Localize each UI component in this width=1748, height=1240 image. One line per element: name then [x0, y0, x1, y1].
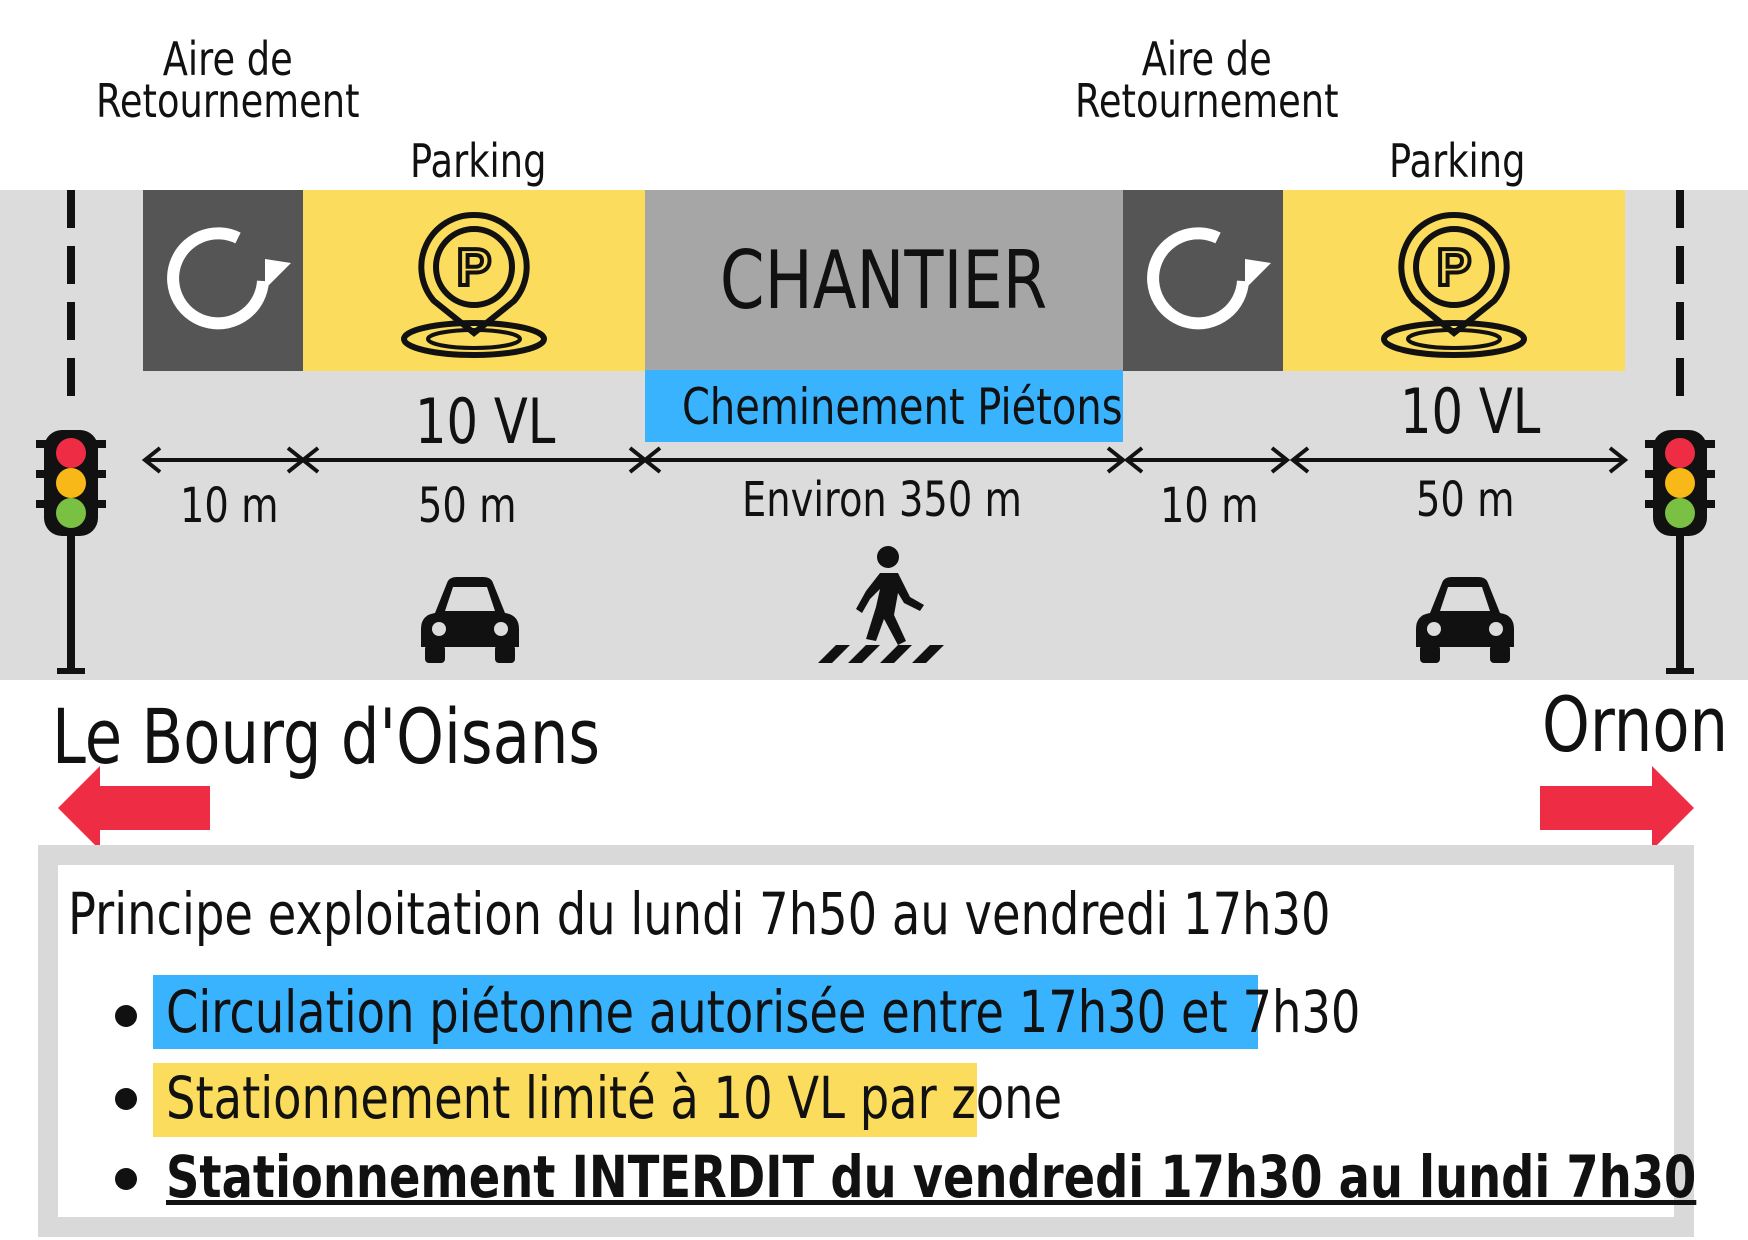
traffic-light-icon [1639, 190, 1721, 680]
bullet-parking-ban: Stationnement INTERDIT du vendredi 17h30 au lundi 7h30 [166, 1143, 1697, 1211]
car-icon [1410, 575, 1520, 665]
turnaround-zone-left [143, 190, 303, 371]
direction-arrow-icon [58, 766, 212, 850]
parking-label-left: Parking [410, 134, 547, 188]
bullet-parking-limit: Stationnement limité à 10 VL par zone [166, 1064, 1063, 1132]
pedestrian-path-label: Cheminement Piétons [682, 378, 1123, 436]
dimension-label-turnaround-left: 10 m [180, 478, 279, 534]
bullet-dot [115, 1168, 137, 1190]
svg-text:P: P [456, 238, 492, 297]
panel-title: Principe exploitation du lundi 7h50 au vendredi 17h30 [68, 880, 1331, 948]
car-icon [415, 575, 525, 665]
bullet-dot [115, 1005, 137, 1027]
chantier-zone [645, 190, 1123, 371]
dimension-label-chantier: Environ 350 m [742, 472, 1022, 528]
pedestrian-crossing-icon [818, 545, 948, 665]
direction-label-left: Le Bourg d'Oisans [52, 692, 601, 781]
parking-zone-left [303, 190, 645, 371]
turnaround-label-left: Aire de Retournement [96, 32, 360, 128]
chantier-label: CHANTIER [720, 234, 1048, 327]
turnaround-icon [153, 211, 293, 351]
traffic-light-icon [30, 190, 112, 680]
parking-capacity-right: 10 VL [1400, 375, 1541, 448]
bullet-pedestrian: Circulation piétonne autorisée entre 17h30 et 7h30 [166, 978, 1361, 1046]
turnaround-icon [1133, 211, 1273, 351]
parking-pin-icon [394, 201, 554, 361]
direction-label-right: Ornon [1542, 680, 1729, 769]
parking-zone-right [1283, 190, 1625, 371]
turnaround-label-right: Aire de Retournement [1075, 32, 1339, 128]
dimension-label-parking-left: 50 m [418, 478, 517, 534]
svg-text:P: P [1436, 238, 1472, 297]
dimension-label-parking-right: 50 m [1416, 472, 1515, 528]
turnaround-zone-right [1123, 190, 1283, 371]
parking-capacity-left: 10 VL [415, 385, 556, 458]
bullet-dot [115, 1088, 137, 1110]
dimension-label-turnaround-right: 10 m [1160, 478, 1259, 534]
direction-arrow-icon [1540, 766, 1694, 850]
parking-pin-icon [1374, 201, 1534, 361]
parking-label-right: Parking [1389, 134, 1526, 188]
